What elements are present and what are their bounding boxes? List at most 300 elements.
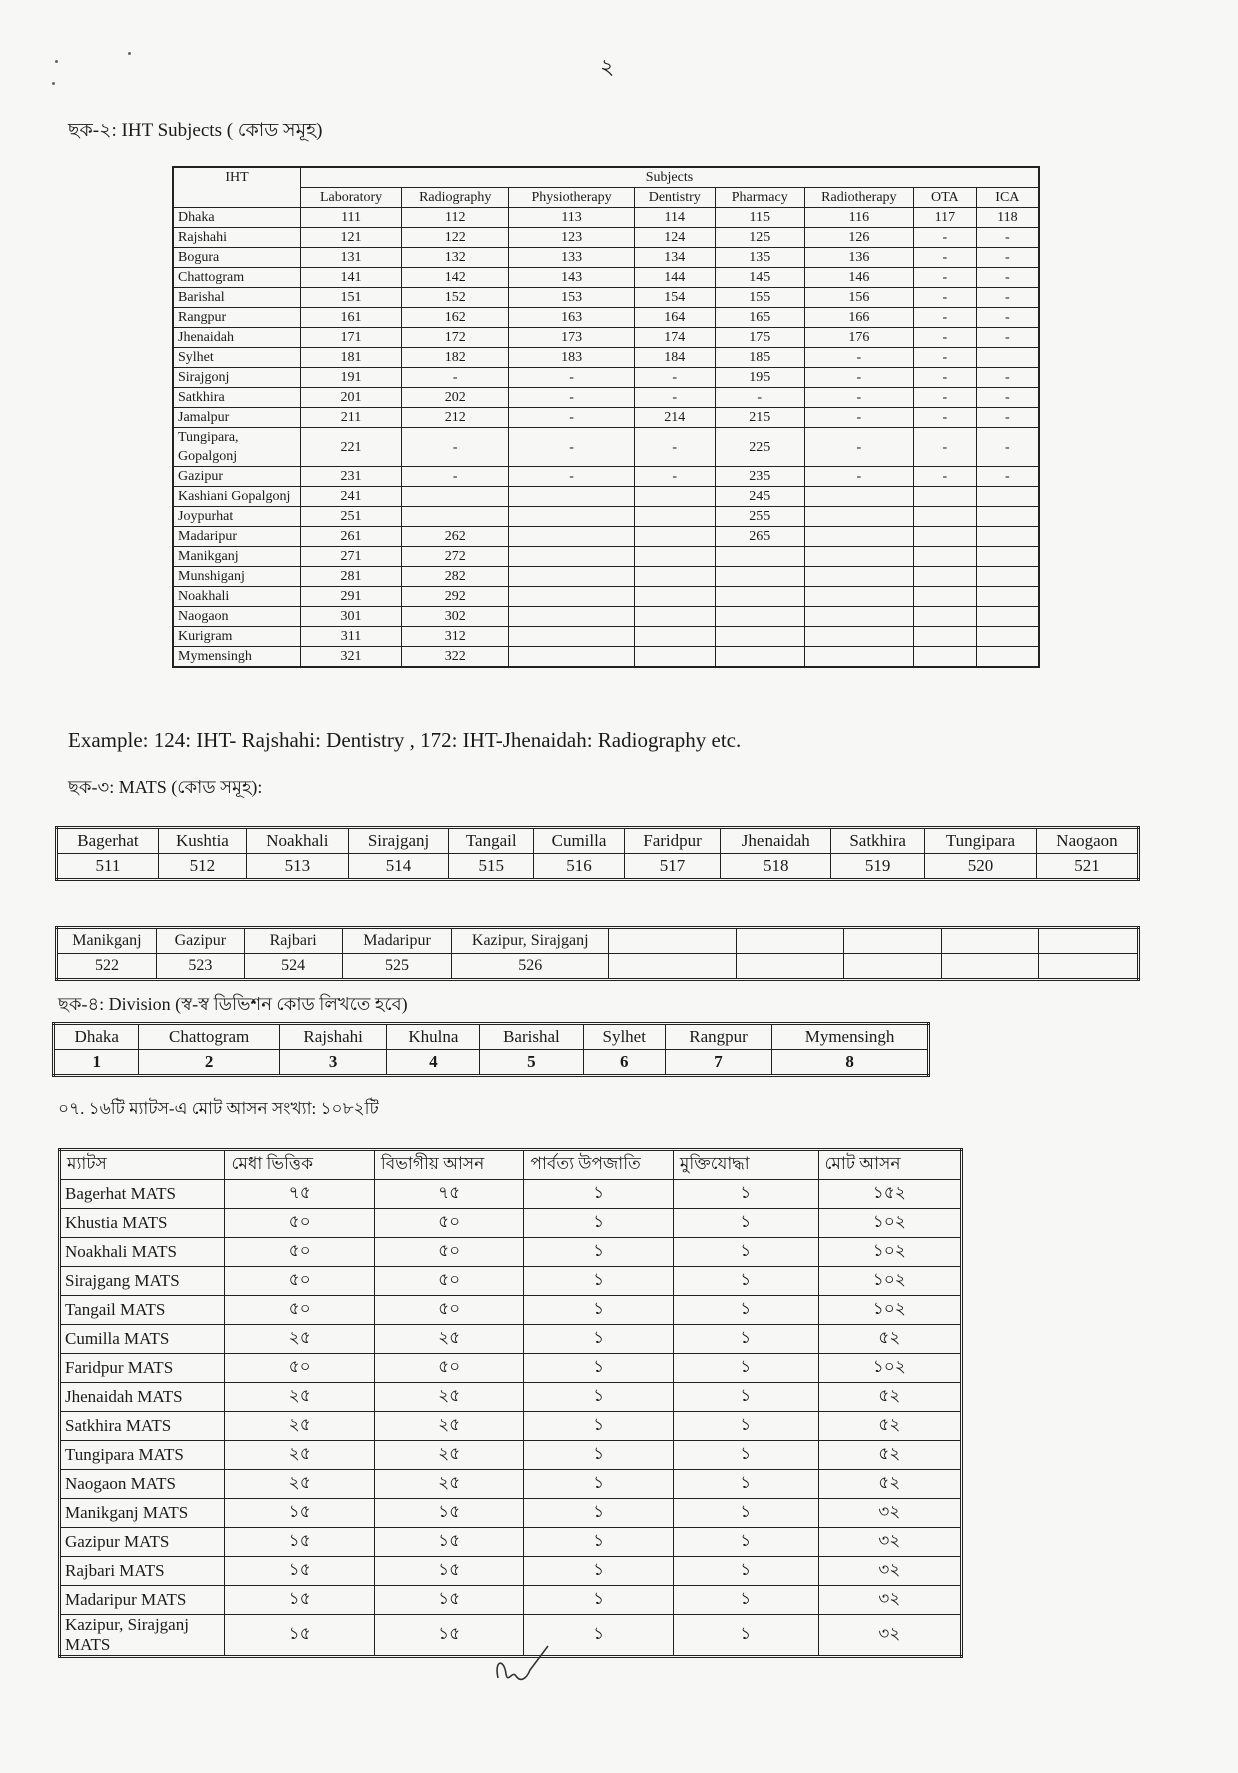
- seats-value-cell: ১৫: [374, 1557, 524, 1586]
- table-row: [60, 1586, 962, 1615]
- seats-value-cell: ১৫: [225, 1528, 374, 1557]
- iht-code-cell: [804, 527, 913, 547]
- iht-institute-name: Rajshahi: [173, 228, 300, 248]
- seats-value-cell: ৩২: [818, 1499, 961, 1528]
- iht-code-cell: -: [402, 428, 509, 467]
- seats-value-cell: ১৫: [225, 1557, 374, 1586]
- iht-code-cell: [913, 587, 976, 607]
- seats-value-cell: ৭৫: [374, 1180, 524, 1209]
- seats-value-cell: ১: [673, 1267, 818, 1296]
- table-row: [173, 547, 1039, 567]
- seats-value-cell: ১: [524, 1412, 674, 1441]
- iht-code-cell: -: [804, 467, 913, 487]
- iht-subject-header: Pharmacy: [715, 188, 804, 208]
- iht-institute-name: Jamalpur: [173, 408, 300, 428]
- table-row: [173, 607, 1039, 627]
- seats-value-cell: ১০২: [818, 1209, 961, 1238]
- iht-institute-name: Bogura: [173, 248, 300, 268]
- seats-value-cell: ১: [524, 1470, 674, 1499]
- iht-code-cell: -: [913, 268, 976, 288]
- seats-value-cell: ২৫: [225, 1383, 374, 1412]
- iht-code-cell: -: [509, 467, 634, 487]
- table-row: [60, 1209, 962, 1238]
- division-codes-table: [52, 1022, 930, 1077]
- seats-value-cell: ১৫: [225, 1499, 374, 1528]
- iht-code-cell: [976, 527, 1039, 547]
- table-row: [60, 1412, 962, 1441]
- mats-name-cell: Noakhali: [246, 828, 348, 854]
- iht-code-cell: 123: [509, 228, 634, 248]
- seats-mats-name: Cumilla MATS: [60, 1325, 225, 1354]
- iht-code-cell: 201: [300, 388, 401, 408]
- seats-value-cell: ১: [673, 1557, 818, 1586]
- iht-code-cell: -: [634, 467, 715, 487]
- iht-code-cell: [634, 567, 715, 587]
- iht-code-cell: 115: [715, 208, 804, 228]
- iht-code-cell: [402, 507, 509, 527]
- seats-value-cell: ১: [524, 1267, 674, 1296]
- division-code-cell: 3: [279, 1050, 387, 1076]
- seats-value-cell: ৫২: [818, 1441, 961, 1470]
- iht-institute-name: Mymensingh: [173, 647, 300, 668]
- mats-name-cell: Faridpur: [624, 828, 720, 854]
- seats-value-cell: ১: [673, 1325, 818, 1354]
- table-row: [173, 428, 1039, 467]
- iht-code-cell: 175: [715, 328, 804, 348]
- iht-code-cell: -: [509, 428, 634, 467]
- iht-institute-name: Kurigram: [173, 627, 300, 647]
- iht-code-cell: 184: [634, 348, 715, 368]
- seats-value-cell: ৫০: [225, 1238, 374, 1267]
- mats-code-cell: 513: [246, 854, 348, 880]
- seats-value-cell: ৫২: [818, 1383, 961, 1412]
- table-row: [60, 1441, 962, 1470]
- iht-code-cell: [976, 587, 1039, 607]
- iht-code-cell: [634, 627, 715, 647]
- mats-code-cell: [736, 954, 844, 980]
- seats-value-cell: ১: [673, 1209, 818, 1238]
- iht-code-cell: 135: [715, 248, 804, 268]
- iht-code-cell: 183: [509, 348, 634, 368]
- iht-institute-name: Chattogram: [173, 268, 300, 288]
- table-row: [60, 1470, 962, 1499]
- division-name-cell: Khulna: [387, 1024, 480, 1050]
- iht-code-cell: 131: [300, 248, 401, 268]
- iht-code-cell: 166: [804, 308, 913, 328]
- iht-code-cell: [509, 627, 634, 647]
- seats-mats-name: Tangail MATS: [60, 1296, 225, 1325]
- mats-name-cell: [736, 928, 844, 954]
- seats-value-cell: ৫০: [225, 1267, 374, 1296]
- division-code-cell: 4: [387, 1050, 480, 1076]
- iht-code-cell: [634, 587, 715, 607]
- iht-code-cell: -: [913, 248, 976, 268]
- iht-code-cell: 145: [715, 268, 804, 288]
- table-row: [60, 1296, 962, 1325]
- iht-code-cell: 312: [402, 627, 509, 647]
- seats-value-cell: ২৫: [374, 1383, 524, 1412]
- iht-code-cell: 291: [300, 587, 401, 607]
- seats-value-cell: ১: [673, 1615, 818, 1657]
- iht-code-cell: 292: [402, 587, 509, 607]
- division-code-cell: 5: [480, 1050, 583, 1076]
- iht-code-cell: [976, 607, 1039, 627]
- mats-name-cell: [609, 928, 736, 954]
- seats-column-header: পার্বত্য উপজাতি: [524, 1150, 674, 1180]
- seats-value-cell: ৫২: [818, 1412, 961, 1441]
- table-row: [173, 308, 1039, 328]
- seats-value-cell: ৫০: [374, 1296, 524, 1325]
- iht-institute-name: Sylhet: [173, 348, 300, 368]
- mats-name-cell: Bagerhat: [57, 828, 159, 854]
- mats-name-cell: Tangail: [449, 828, 534, 854]
- table-row: [173, 567, 1039, 587]
- iht-code-cell: -: [976, 408, 1039, 428]
- seats-column-header: ম্যাটস: [60, 1150, 225, 1180]
- seats-mats-name: Naogaon MATS: [60, 1470, 225, 1499]
- iht-heading: ছক-২: IHT Subjects ( কোড সমূহ): [68, 120, 323, 141]
- iht-code-cell: [913, 647, 976, 668]
- iht-code-cell: [715, 627, 804, 647]
- iht-code-cell: 111: [300, 208, 401, 228]
- seats-value-cell: ১: [524, 1180, 674, 1209]
- iht-subject-header: Dentistry: [634, 188, 715, 208]
- iht-code-cell: 202: [402, 388, 509, 408]
- seats-value-cell: ১: [673, 1354, 818, 1383]
- iht-code-cell: -: [634, 368, 715, 388]
- mats-seats-table: [58, 1148, 963, 1658]
- seats-value-cell: ১০২: [818, 1354, 961, 1383]
- mats-name-cell: Gazipur: [156, 928, 244, 954]
- seats-value-cell: ১: [673, 1296, 818, 1325]
- iht-code-cell: -: [976, 328, 1039, 348]
- seats-value-cell: ১: [524, 1557, 674, 1586]
- iht-code-cell: 165: [715, 308, 804, 328]
- iht-code-cell: [509, 527, 634, 547]
- seats-value-cell: ১: [524, 1586, 674, 1615]
- iht-code-cell: [976, 627, 1039, 647]
- iht-code-cell: -: [976, 467, 1039, 487]
- iht-code-cell: 302: [402, 607, 509, 627]
- table-row: [173, 268, 1039, 288]
- iht-code-cell: 126: [804, 228, 913, 248]
- seats-mats-name: Kazipur, Sirajganj MATS: [60, 1615, 225, 1657]
- iht-institute-name: Noakhali: [173, 587, 300, 607]
- mats-code-cell: 526: [452, 954, 609, 980]
- iht-code-cell: [913, 487, 976, 507]
- division-code-cell: 2: [139, 1050, 279, 1076]
- iht-subject-header: Radiography: [402, 188, 509, 208]
- iht-code-cell: [634, 527, 715, 547]
- seats-value-cell: ১৫: [374, 1499, 524, 1528]
- seats-value-cell: ২৫: [225, 1412, 374, 1441]
- iht-code-cell: 311: [300, 627, 401, 647]
- iht-institute-name: Barishal: [173, 288, 300, 308]
- table-row: [173, 467, 1039, 487]
- iht-code-cell: 142: [402, 268, 509, 288]
- seats-value-cell: ১: [673, 1528, 818, 1557]
- iht-code-cell: -: [715, 388, 804, 408]
- iht-code-cell: [976, 348, 1039, 368]
- iht-subject-header: Physiotherapy: [509, 188, 634, 208]
- mats-code-cell: 517: [624, 854, 720, 880]
- iht-code-cell: 116: [804, 208, 913, 228]
- division-name-cell: Mymensingh: [772, 1024, 929, 1050]
- seats-mats-name: Manikganj MATS: [60, 1499, 225, 1528]
- mats-name-cell: Sirajganj: [348, 828, 448, 854]
- table-row: [173, 627, 1039, 647]
- iht-institute-name: Satkhira: [173, 388, 300, 408]
- mats-heading: ছক-৩: MATS (কোড সমূহ):: [68, 777, 263, 797]
- iht-code-cell: 118: [976, 208, 1039, 228]
- seats-value-cell: ১০২: [818, 1296, 961, 1325]
- iht-institute-name: Kashiani Gopalgonj: [173, 487, 300, 507]
- iht-institute-name: Munshiganj: [173, 567, 300, 587]
- seats-value-cell: ২৫: [374, 1441, 524, 1470]
- mats-name-cell: Tungipara: [924, 828, 1036, 854]
- mats-name-cell: Satkhira: [831, 828, 925, 854]
- iht-code-cell: 152: [402, 288, 509, 308]
- table-row: [173, 388, 1039, 408]
- iht-code-cell: 265: [715, 527, 804, 547]
- table-row: [60, 1354, 962, 1383]
- iht-code-cell: 121: [300, 228, 401, 248]
- iht-code-cell: [804, 547, 913, 567]
- division-code-cell: 7: [665, 1050, 771, 1076]
- seats-mats-name: Jhenaidah MATS: [60, 1383, 225, 1412]
- iht-code-cell: 261: [300, 527, 401, 547]
- seats-value-cell: ২৫: [225, 1441, 374, 1470]
- iht-code-cell: 143: [509, 268, 634, 288]
- table-row: [173, 507, 1039, 527]
- iht-code-cell: -: [804, 388, 913, 408]
- seats-value-cell: ১: [673, 1238, 818, 1267]
- division-name-cell: Dhaka: [54, 1024, 139, 1050]
- iht-code-cell: -: [634, 428, 715, 467]
- iht-code-cell: [509, 567, 634, 587]
- iht-code-cell: -: [509, 408, 634, 428]
- iht-institute-name: Manikganj: [173, 547, 300, 567]
- iht-code-cell: 215: [715, 408, 804, 428]
- seats-value-cell: ১৫২: [818, 1180, 961, 1209]
- iht-code-cell: 113: [509, 208, 634, 228]
- table-row: [60, 1557, 962, 1586]
- seats-mats-name: Rajbari MATS: [60, 1557, 225, 1586]
- table-row: [173, 647, 1039, 668]
- iht-code-cell: -: [976, 388, 1039, 408]
- page-number: ২: [600, 54, 615, 79]
- iht-code-cell: [913, 527, 976, 547]
- iht-code-cell: [976, 487, 1039, 507]
- iht-institute-name: Madaripur: [173, 527, 300, 547]
- iht-subjects-table: [172, 166, 1040, 668]
- iht-code-cell: 182: [402, 348, 509, 368]
- mats-name-cell: Jhenaidah: [721, 828, 831, 854]
- mats-code-cell: [609, 954, 736, 980]
- iht-code-cell: 191: [300, 368, 401, 388]
- iht-code-cell: -: [913, 308, 976, 328]
- iht-institute-name: Tungipara, Gopalgonj: [173, 428, 300, 467]
- seats-value-cell: ৫০: [374, 1354, 524, 1383]
- iht-code-cell: [804, 507, 913, 527]
- iht-subject-header: Radiotherapy: [804, 188, 913, 208]
- iht-code-cell: [402, 487, 509, 507]
- iht-code-cell: -: [913, 228, 976, 248]
- seats-mats-name: Tungipara MATS: [60, 1441, 225, 1470]
- signature-mark: [490, 1640, 560, 1690]
- mats-code-cell: 520: [924, 854, 1036, 880]
- seats-value-cell: ৩২: [818, 1557, 961, 1586]
- table-row: [173, 527, 1039, 547]
- seats-value-cell: ১: [524, 1296, 674, 1325]
- iht-code-cell: [715, 547, 804, 567]
- iht-code-cell: 212: [402, 408, 509, 428]
- seats-mats-name: Madaripur MATS: [60, 1586, 225, 1615]
- iht-institute-name: Rangpur: [173, 308, 300, 328]
- iht-code-cell: [509, 647, 634, 668]
- seats-value-cell: ১: [524, 1238, 674, 1267]
- seats-mats-name: Gazipur MATS: [60, 1528, 225, 1557]
- iht-code-cell: 114: [634, 208, 715, 228]
- iht-code-cell: -: [976, 228, 1039, 248]
- iht-code-cell: 151: [300, 288, 401, 308]
- iht-code-cell: 271: [300, 547, 401, 567]
- seats-mats-name: Khustia MATS: [60, 1209, 225, 1238]
- mats-code-cell: 516: [534, 854, 625, 880]
- iht-code-cell: 153: [509, 288, 634, 308]
- mats-name-cell: Manikganj: [57, 928, 157, 954]
- iht-code-cell: 172: [402, 328, 509, 348]
- iht-code-cell: [913, 627, 976, 647]
- iht-code-cell: -: [402, 368, 509, 388]
- iht-code-cell: 181: [300, 348, 401, 368]
- division-name-cell: Sylhet: [583, 1024, 665, 1050]
- iht-code-cell: [509, 507, 634, 527]
- table-row: [60, 1499, 962, 1528]
- seats-value-cell: ১৫: [374, 1615, 524, 1657]
- mats-code-cell: 519: [831, 854, 925, 880]
- seats-column-header: মেধা ভিত্তিক: [225, 1150, 374, 1180]
- iht-code-cell: [804, 607, 913, 627]
- table-row: [60, 1383, 962, 1412]
- iht-code-cell: 146: [804, 268, 913, 288]
- table-row: [60, 1180, 962, 1209]
- example-text: Example: 124: IHT- Rajshahi: Dentistry , 172: IHT-Jhenaidah: Radiography etc.: [68, 728, 742, 752]
- seats-value-cell: ১: [524, 1499, 674, 1528]
- iht-code-cell: -: [976, 428, 1039, 467]
- table-row: [60, 1267, 962, 1296]
- table-row: [60, 1325, 962, 1354]
- mats-code-cell: 525: [342, 954, 452, 980]
- iht-code-cell: [634, 647, 715, 668]
- mats-name-cell: Rajbari: [244, 928, 342, 954]
- iht-code-cell: -: [976, 308, 1039, 328]
- seats-value-cell: ১: [673, 1586, 818, 1615]
- iht-code-cell: [509, 547, 634, 567]
- mats-code-cell: 511: [57, 854, 159, 880]
- division-code-cell: 6: [583, 1050, 665, 1076]
- iht-code-cell: [804, 647, 913, 668]
- division-name-cell: Rangpur: [665, 1024, 771, 1050]
- seats-value-cell: ১৫: [374, 1528, 524, 1557]
- division-name-cell: Chattogram: [139, 1024, 279, 1050]
- seats-value-cell: ৫০: [225, 1354, 374, 1383]
- iht-code-cell: [913, 547, 976, 567]
- iht-code-cell: 132: [402, 248, 509, 268]
- iht-code-cell: [509, 587, 634, 607]
- iht-code-cell: 225: [715, 428, 804, 467]
- iht-code-cell: [804, 567, 913, 587]
- iht-code-cell: -: [976, 248, 1039, 268]
- seats-value-cell: ১: [673, 1383, 818, 1412]
- iht-code-cell: [976, 647, 1039, 668]
- iht-code-cell: [715, 587, 804, 607]
- iht-code-cell: 164: [634, 308, 715, 328]
- iht-subject-header: OTA: [913, 188, 976, 208]
- seats-value-cell: ৫০: [374, 1238, 524, 1267]
- iht-code-cell: 136: [804, 248, 913, 268]
- iht-code-cell: 195: [715, 368, 804, 388]
- mats-name-cell: Naogaon: [1036, 828, 1138, 854]
- seats-value-cell: ১: [673, 1180, 818, 1209]
- iht-code-cell: 117: [913, 208, 976, 228]
- subjects-group-header: Subjects: [300, 167, 1039, 188]
- mats-name-cell: Kushtia: [158, 828, 246, 854]
- seats-value-cell: ১৫: [374, 1586, 524, 1615]
- table-row: [173, 288, 1039, 308]
- iht-code-cell: [976, 547, 1039, 567]
- iht-code-cell: -: [509, 368, 634, 388]
- division-heading: ছক-৪: Division (স্ব-স্ব ডিভিশন কোড লিখতে হবে): [58, 994, 408, 1014]
- seats-value-cell: ১: [673, 1412, 818, 1441]
- seats-mats-name: Bagerhat MATS: [60, 1180, 225, 1209]
- mats-code-cell: 512: [158, 854, 246, 880]
- iht-code-cell: -: [804, 428, 913, 467]
- table-row: [173, 328, 1039, 348]
- iht-code-cell: 133: [509, 248, 634, 268]
- seats-value-cell: ৫০: [374, 1267, 524, 1296]
- seats-value-cell: ৫০: [225, 1296, 374, 1325]
- iht-corner-header: IHT: [173, 167, 300, 208]
- mats-name-cell: Madaripur: [342, 928, 452, 954]
- iht-code-cell: [509, 607, 634, 627]
- iht-institute-name: Naogaon: [173, 607, 300, 627]
- iht-code-cell: 124: [634, 228, 715, 248]
- iht-code-cell: -: [913, 428, 976, 467]
- iht-code-cell: 211: [300, 408, 401, 428]
- division-code-cell: 8: [772, 1050, 929, 1076]
- iht-code-cell: 156: [804, 288, 913, 308]
- mats-code-cell: [941, 954, 1039, 980]
- mats-code-cell: [1039, 954, 1139, 980]
- iht-code-cell: 272: [402, 547, 509, 567]
- iht-subject-header: ICA: [976, 188, 1039, 208]
- table-row: [173, 587, 1039, 607]
- seats-value-cell: ১৫: [225, 1615, 374, 1657]
- seats-value-cell: ১: [524, 1615, 674, 1657]
- iht-code-cell: 281: [300, 567, 401, 587]
- mats-code-cell: 521: [1036, 854, 1138, 880]
- iht-code-cell: 154: [634, 288, 715, 308]
- iht-code-cell: [715, 567, 804, 587]
- mats-codes-table-2: [55, 926, 1140, 981]
- seats-value-cell: ২৫: [374, 1325, 524, 1354]
- seats-value-cell: ৩২: [818, 1528, 961, 1557]
- seats-value-cell: ১০২: [818, 1238, 961, 1267]
- iht-code-cell: 321: [300, 647, 401, 668]
- seats-value-cell: ১০২: [818, 1267, 961, 1296]
- seats-value-cell: ১: [524, 1354, 674, 1383]
